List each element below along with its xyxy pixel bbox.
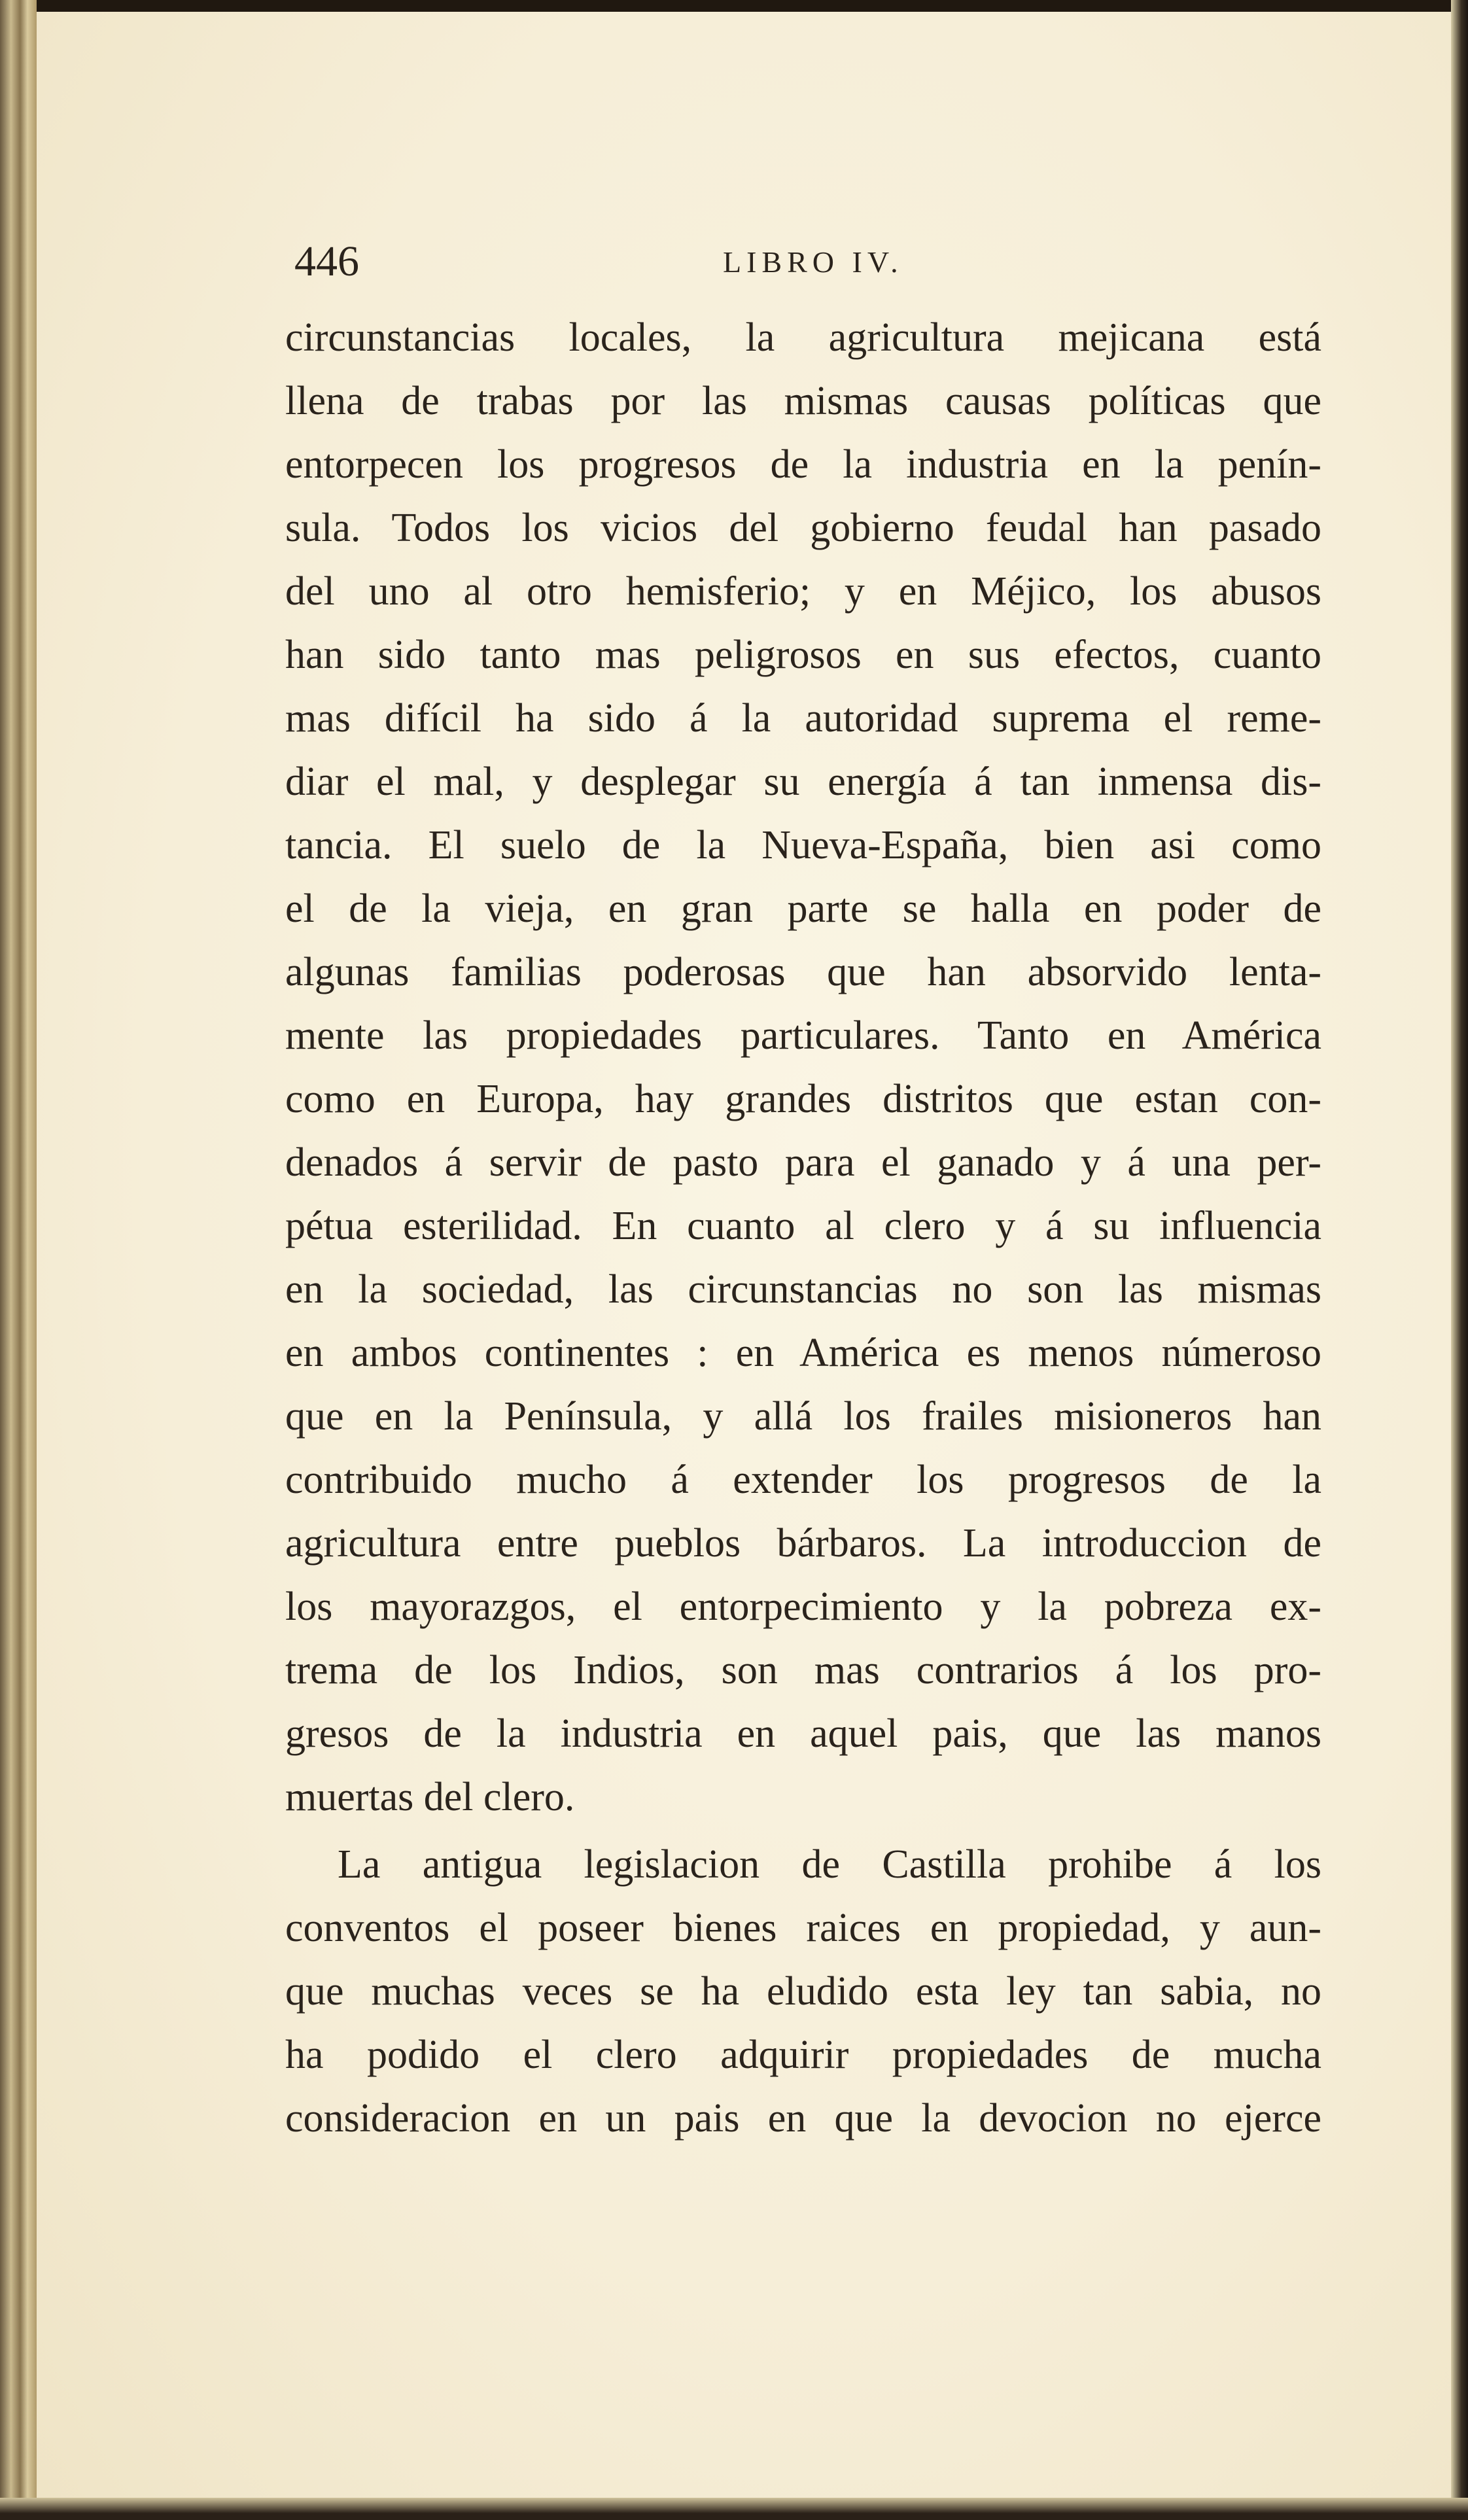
text-line: entorpecen los progresos de la industria en la penín- — [285, 442, 1321, 487]
body-text — [285, 306, 1321, 2150]
text-line: llena de trabas por las mismas causas políticas que — [285, 379, 1321, 423]
paragraph-1 — [285, 306, 1321, 1829]
text-line: muertas del clero. — [285, 1775, 575, 1819]
text-line: contribuido mucho á extender los progresos de la — [285, 1458, 1321, 1502]
page-number: 446 — [294, 237, 359, 285]
text-line: La antigua legislacion de Castilla prohibe á los — [338, 1842, 1321, 1887]
text-line: pétua esterilidad. En cuanto al clero y á su influencia — [285, 1204, 1321, 1248]
text-line: mas difícil ha sido á la autoridad suprema el reme- — [285, 696, 1321, 741]
text-line: el de la vieja, en gran parte se halla en poder de — [285, 886, 1321, 931]
page-right-edge — [1451, 0, 1468, 2520]
book-gutter — [0, 0, 37, 2520]
text-line: tancia. El suelo de la Nueva-España, bien asi como — [285, 823, 1321, 867]
paragraph-2 — [285, 1833, 1321, 2150]
text-line: trema de los Indios, son mas contrarios á los pro- — [285, 1648, 1321, 1692]
text-line: han sido tanto mas peligrosos en sus efectos, cuanto — [285, 633, 1321, 677]
text-line: que muchas veces se ha eludido esta ley tan sabia, no — [285, 1969, 1321, 2014]
text-line: agricultura entre pueblos bárbaros. La introduccion de — [285, 1521, 1321, 1566]
text-line: del uno al otro hemisferio; y en Méjico, los abusos — [285, 569, 1321, 614]
text-line: sula. Todos los vicios del gobierno feudal han pasado — [285, 506, 1321, 550]
text-line: mente las propiedades particulares. Tanto en América — [285, 1013, 1321, 1058]
text-line: consideracion en un pais en que la devocion no ejerce — [285, 2096, 1321, 2141]
page-bottom-edge — [0, 2498, 1468, 2520]
text-line: algunas familias poderosas que han absorvido lenta- — [285, 950, 1321, 994]
text-line: denados á servir de pasto para el ganado y á una per- — [285, 1140, 1321, 1185]
text-line: ha podido el clero adquirir propiedades de mucha — [285, 2033, 1321, 2077]
text-line: los mayorazgos, el entorpecimiento y la pobreza ex- — [285, 1584, 1321, 1629]
text-line: como en Europa, hay grandes distritos que estan con- — [285, 1077, 1321, 1121]
text-line: que en la Península, y allá los frailes misioneros han — [285, 1394, 1321, 1439]
book-label: LIBRO IV. — [723, 245, 903, 279]
text-line: diar el mal, y desplegar su energía á tan inmensa dis- — [285, 760, 1321, 804]
text-line: gresos de la industria en aquel pais, que las manos — [285, 1711, 1321, 1756]
text-line: en la sociedad, las circunstancias no son las mismas — [285, 1267, 1321, 1312]
text-line: circunstancias locales, la agricultura mejicana está — [285, 315, 1321, 360]
text-line: en ambos continentes : en América es menos númeroso — [285, 1331, 1321, 1375]
running-head — [294, 237, 1321, 289]
text-line: conventos el poseer bienes raices en propiedad, y aun- — [285, 1906, 1321, 1950]
